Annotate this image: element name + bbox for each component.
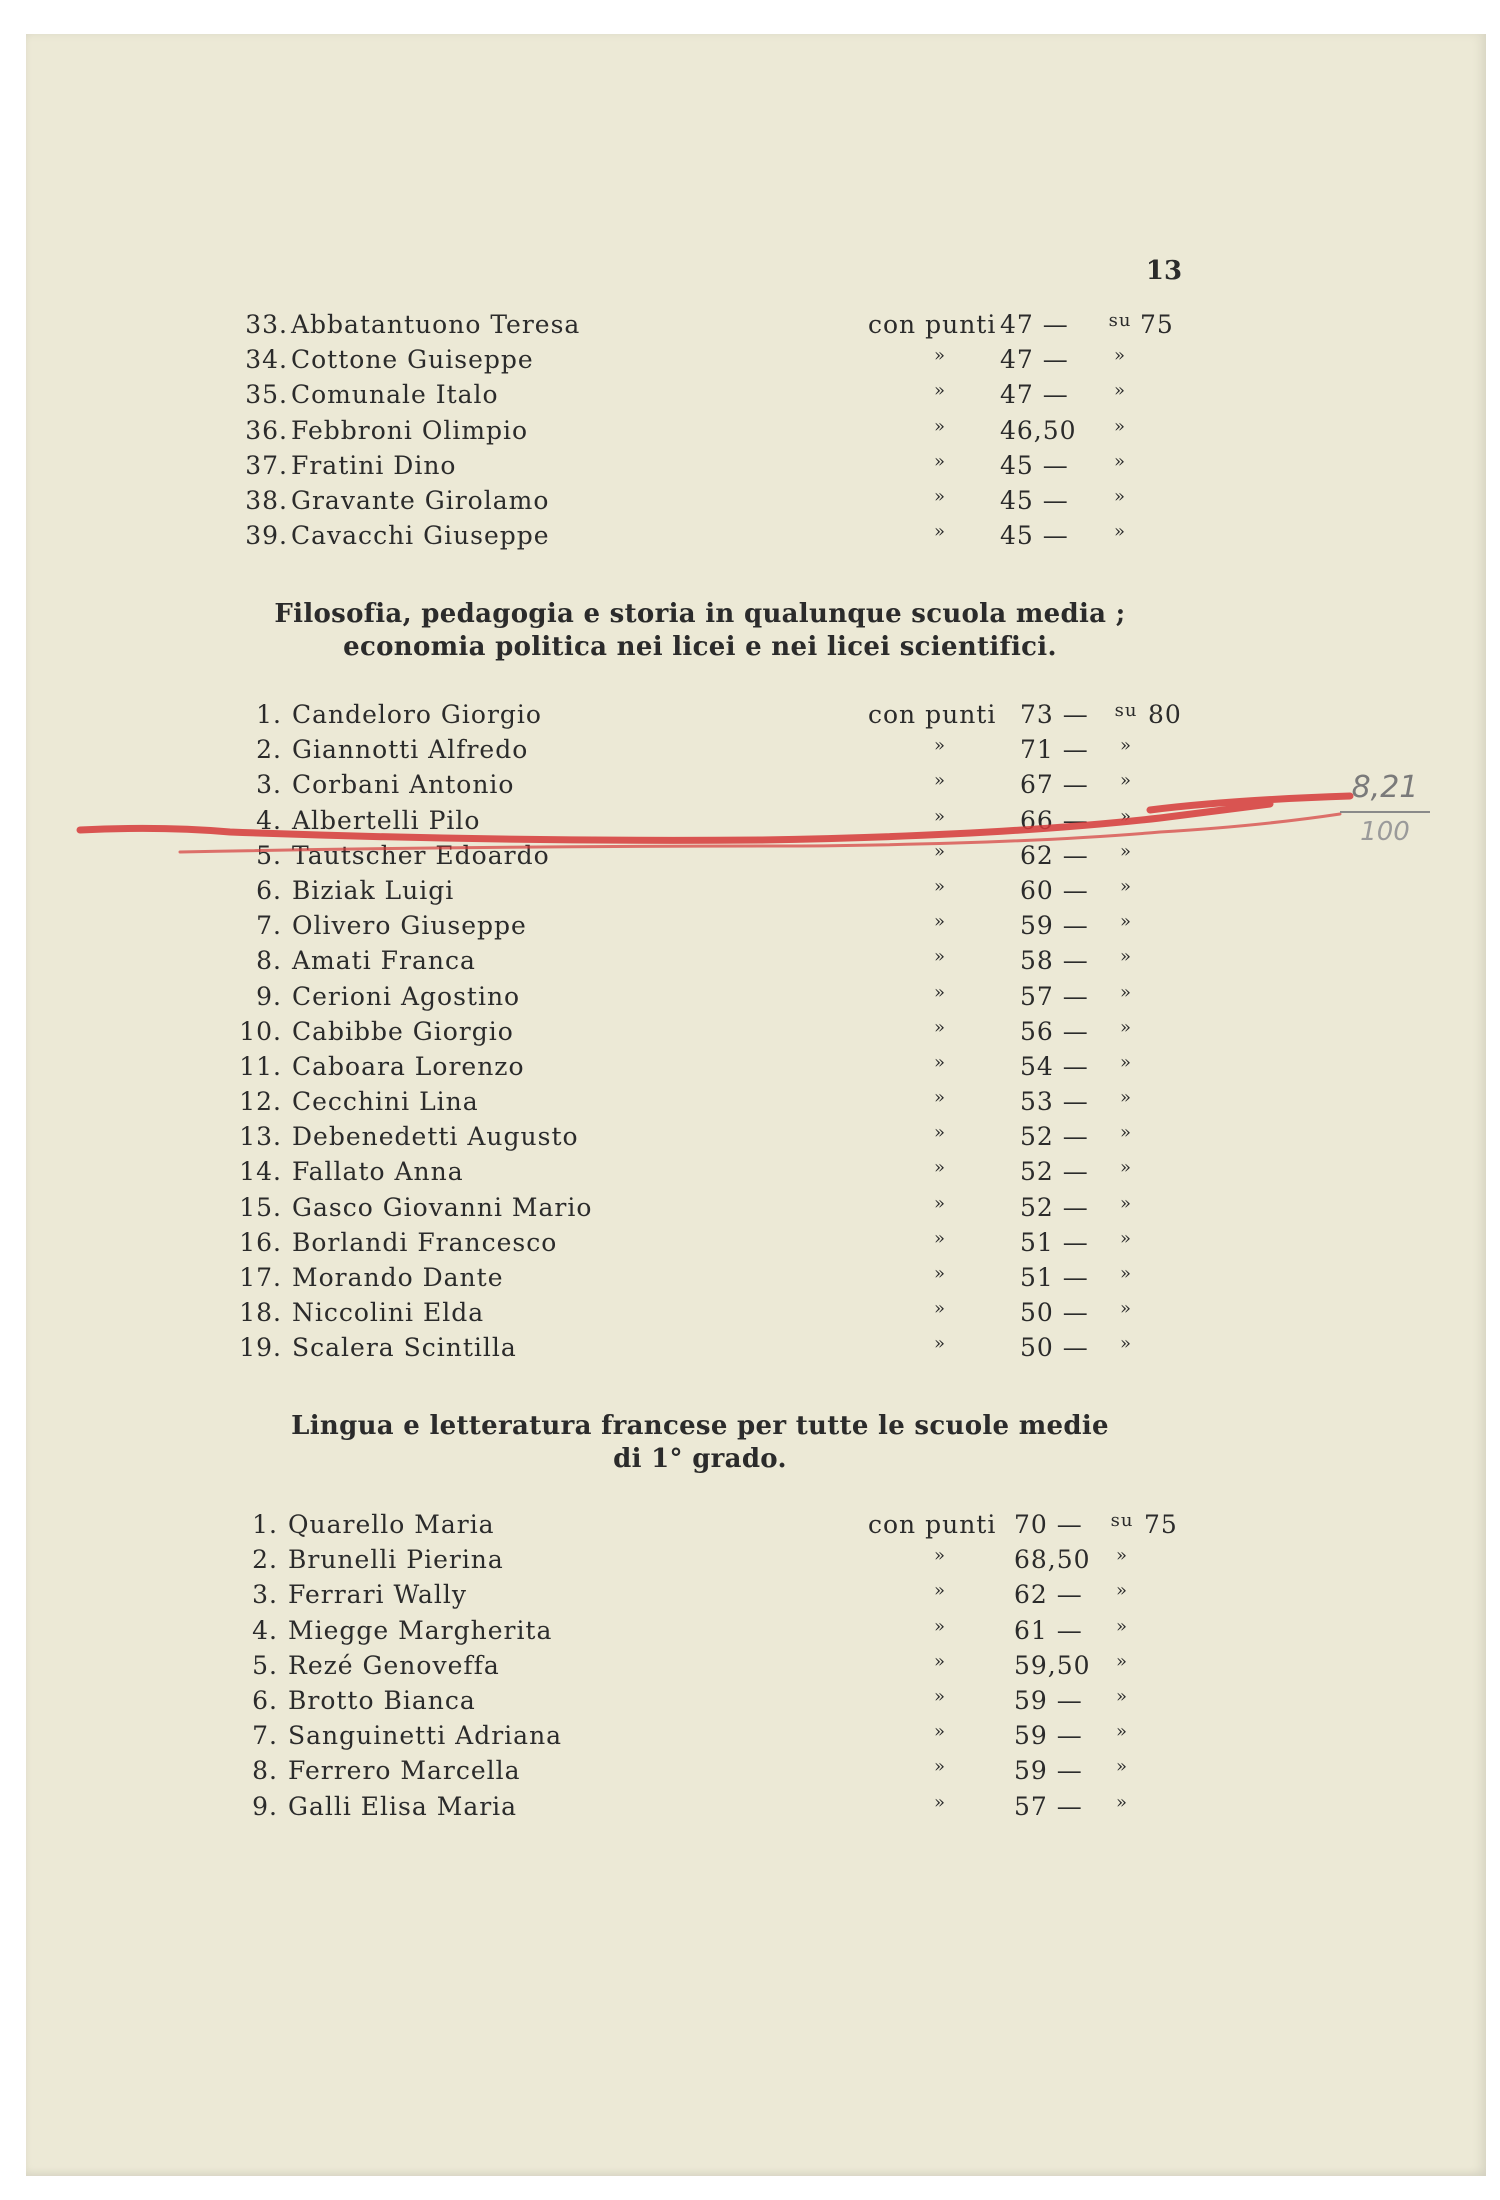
ditto-mark: » bbox=[1113, 485, 1126, 507]
list-item bbox=[0, 1580, 1500, 1615]
ditto-mark: » bbox=[1119, 1227, 1132, 1249]
rank-number: 33. bbox=[245, 310, 288, 339]
ditto-mark: » bbox=[933, 380, 946, 402]
ditto-mark: » bbox=[933, 1087, 946, 1109]
ditto-mark: » bbox=[933, 946, 946, 968]
candidate-name: Corbani Antonio bbox=[292, 770, 515, 800]
ditto-mark: » bbox=[933, 875, 946, 897]
candidate-name: Cavacchi Giuseppe bbox=[291, 521, 550, 551]
ditto-mark: » bbox=[933, 770, 946, 792]
score-value: 70 — bbox=[1014, 1510, 1083, 1539]
candidate-name: Fallato Anna bbox=[292, 1157, 464, 1187]
ditto-mark: » bbox=[1119, 946, 1132, 968]
ditto-mark: » bbox=[1115, 1685, 1128, 1707]
candidate-name: Amati Franca bbox=[292, 946, 476, 976]
rank-number: 3. bbox=[256, 770, 282, 800]
list-item bbox=[0, 310, 1500, 345]
score-value: 61 — bbox=[1014, 1615, 1083, 1645]
score-value: 62 — bbox=[1020, 840, 1089, 870]
list-item bbox=[0, 1087, 1500, 1122]
ditto-mark: » bbox=[933, 1615, 946, 1637]
ditto-mark: » bbox=[1119, 911, 1132, 933]
rank-number: 4. bbox=[256, 805, 282, 835]
candidate-name: Morando Dante bbox=[292, 1263, 504, 1292]
ditto-mark: » bbox=[933, 840, 946, 862]
list-item bbox=[0, 521, 1500, 556]
list-item bbox=[0, 1686, 1500, 1721]
max-score: 75 bbox=[1140, 310, 1174, 339]
score-value: 59,50 bbox=[1014, 1650, 1091, 1680]
rank-number: 36. bbox=[245, 415, 288, 445]
ranking-list bbox=[0, 310, 1500, 556]
candidate-name: Ferrero Marcella bbox=[288, 1756, 521, 1786]
ditto-mark: » bbox=[1113, 415, 1126, 437]
candidate-name: Galli Elisa Maria bbox=[288, 1791, 518, 1821]
ditto-mark: » bbox=[933, 911, 946, 933]
rank-number: 13. bbox=[239, 1122, 282, 1152]
rank-number: 6. bbox=[252, 1685, 278, 1715]
rank-number: 5. bbox=[252, 1650, 278, 1680]
list-item bbox=[0, 1651, 1500, 1686]
heading-line: di 1° grado. bbox=[613, 1444, 787, 1474]
candidate-name: Gasco Giovanni Mario bbox=[292, 1192, 593, 1222]
list-item bbox=[0, 911, 1500, 946]
score-value: 59 — bbox=[1014, 1721, 1083, 1751]
ditto-mark: » bbox=[933, 1580, 946, 1602]
list-item bbox=[0, 1510, 1500, 1545]
list-item bbox=[0, 841, 1500, 876]
list-item bbox=[0, 1263, 1500, 1298]
ditto-mark: » bbox=[1119, 1087, 1132, 1109]
score-value: 60 — bbox=[1020, 875, 1089, 905]
candidate-name: Giannotti Alfredo bbox=[292, 735, 529, 765]
rank-number: 19. bbox=[239, 1333, 282, 1363]
ditto-mark: » bbox=[933, 1298, 946, 1320]
score-value: 67 — bbox=[1020, 770, 1089, 800]
ditto-mark: » bbox=[933, 415, 946, 437]
list-item bbox=[0, 416, 1500, 451]
heading-line: Lingua e letteratura francese per tutte le scuole medie bbox=[291, 1411, 1109, 1441]
points-label: con punti bbox=[868, 1510, 997, 1539]
rank-number: 2. bbox=[252, 1545, 278, 1575]
score-value: 47 — bbox=[1000, 345, 1069, 375]
ditto-mark: » bbox=[933, 1333, 946, 1355]
list-item bbox=[0, 1122, 1500, 1157]
rank-number: 11. bbox=[239, 1051, 282, 1081]
score-value: 58 — bbox=[1020, 946, 1089, 976]
score-value: 46,50 bbox=[1000, 415, 1077, 445]
candidate-name: Ferrari Wally bbox=[288, 1580, 468, 1610]
ranking-list bbox=[0, 1510, 1500, 1827]
candidate-name: Biziak Luigi bbox=[292, 875, 455, 905]
score-value: 45 — bbox=[1000, 485, 1069, 515]
handwritten-note bbox=[1340, 770, 1430, 847]
score-value: 51 — bbox=[1020, 1263, 1089, 1292]
score-value: 50 — bbox=[1020, 1298, 1089, 1328]
ditto-mark: » bbox=[933, 1721, 946, 1743]
ditto-mark: » bbox=[1113, 345, 1126, 367]
rank-number: 4. bbox=[252, 1615, 278, 1645]
rank-number: 1. bbox=[252, 1510, 278, 1539]
section-heading bbox=[240, 1410, 1160, 1476]
score-value: 59 — bbox=[1014, 1756, 1083, 1786]
max-label: su bbox=[1114, 700, 1138, 721]
rank-number: 5. bbox=[256, 840, 282, 870]
candidate-name: Brunelli Pierina bbox=[288, 1545, 504, 1575]
max-label: su bbox=[1110, 1510, 1134, 1531]
score-value: 71 — bbox=[1020, 735, 1089, 765]
ditto-mark: » bbox=[933, 1650, 946, 1672]
candidate-name: Gravante Girolamo bbox=[291, 485, 550, 515]
ditto-mark: » bbox=[933, 1051, 946, 1073]
list-item bbox=[0, 1052, 1500, 1087]
candidate-name: Debenedetti Augusto bbox=[292, 1122, 579, 1152]
score-value: 59 — bbox=[1014, 1685, 1083, 1715]
points-label: con punti bbox=[868, 700, 997, 729]
candidate-name: Rezé Genoveffa bbox=[288, 1650, 500, 1680]
rank-number: 1. bbox=[256, 700, 282, 729]
ditto-mark: » bbox=[1119, 735, 1132, 757]
candidate-name: Scalera Scintilla bbox=[292, 1333, 517, 1363]
note-denominator: 100 bbox=[1340, 811, 1430, 847]
list-item bbox=[0, 1333, 1500, 1368]
rank-number: 7. bbox=[256, 911, 282, 941]
rank-number: 8. bbox=[256, 946, 282, 976]
rank-number: 9. bbox=[256, 981, 282, 1011]
candidate-name: Sanguinetti Adriana bbox=[288, 1721, 563, 1751]
ditto-mark: » bbox=[1119, 1192, 1132, 1214]
score-value: 45 — bbox=[1000, 450, 1069, 480]
candidate-name: Comunale Italo bbox=[291, 380, 499, 410]
ditto-mark: » bbox=[933, 1227, 946, 1249]
rank-number: 2. bbox=[256, 735, 282, 765]
list-item bbox=[0, 982, 1500, 1017]
ditto-mark: » bbox=[933, 1545, 946, 1567]
ditto-mark: » bbox=[1119, 1333, 1132, 1355]
max-score: 80 bbox=[1148, 700, 1182, 729]
list-item bbox=[0, 1616, 1500, 1651]
rank-number: 12. bbox=[239, 1087, 282, 1117]
ditto-mark: » bbox=[1119, 1157, 1132, 1179]
rank-number: 17. bbox=[239, 1263, 282, 1292]
ditto-mark: » bbox=[1115, 1791, 1128, 1813]
score-value: 51 — bbox=[1020, 1227, 1089, 1257]
max-label: su bbox=[1108, 310, 1132, 331]
candidate-name: Fratini Dino bbox=[291, 450, 457, 480]
ditto-mark: » bbox=[933, 1756, 946, 1778]
list-item bbox=[0, 735, 1500, 770]
ditto-mark: » bbox=[933, 450, 946, 472]
ditto-mark: » bbox=[933, 1157, 946, 1179]
list-item bbox=[0, 1756, 1500, 1791]
score-value: 47 — bbox=[1000, 310, 1069, 339]
ranking-list bbox=[0, 700, 1500, 1369]
candidate-name: Albertelli Pilo bbox=[292, 805, 481, 835]
candidate-name: Cerioni Agostino bbox=[292, 981, 521, 1011]
rank-number: 14. bbox=[239, 1157, 282, 1187]
score-value: 56 — bbox=[1020, 1016, 1089, 1046]
ditto-mark: » bbox=[1113, 380, 1126, 402]
candidate-name: Brotto Bianca bbox=[288, 1685, 476, 1715]
candidate-name: Tautscher Edoardo bbox=[292, 840, 550, 870]
ditto-mark: » bbox=[1119, 1298, 1132, 1320]
note-numerator: 8,21 bbox=[1351, 770, 1419, 805]
ditto-mark: » bbox=[1113, 521, 1126, 543]
ditto-mark: » bbox=[1119, 875, 1132, 897]
ditto-mark: » bbox=[933, 345, 946, 367]
score-value: 57 — bbox=[1014, 1791, 1083, 1821]
rank-number: 9. bbox=[252, 1791, 278, 1821]
candidate-name: Febbroni Olimpio bbox=[291, 415, 529, 445]
rank-number: 38. bbox=[245, 485, 288, 515]
list-item bbox=[0, 380, 1500, 415]
ditto-mark: » bbox=[1115, 1615, 1128, 1637]
ditto-mark: » bbox=[933, 735, 946, 757]
score-value: 62 — bbox=[1014, 1580, 1083, 1610]
ditto-mark: » bbox=[933, 1263, 946, 1284]
ditto-mark: » bbox=[1119, 1016, 1132, 1038]
list-item bbox=[0, 700, 1500, 735]
heading-line: Filosofia, pedagogia e storia in qualunque scuola media ; bbox=[274, 599, 1126, 629]
points-label: con punti bbox=[868, 310, 997, 339]
rank-number: 3. bbox=[252, 1580, 278, 1610]
candidate-name: Olivero Giuseppe bbox=[292, 911, 527, 941]
score-value: 52 — bbox=[1020, 1192, 1089, 1222]
ditto-mark: » bbox=[933, 1016, 946, 1038]
ditto-mark: » bbox=[1115, 1650, 1128, 1672]
list-item bbox=[0, 770, 1500, 805]
ditto-mark: » bbox=[933, 485, 946, 507]
ditto-mark: » bbox=[933, 521, 946, 543]
list-item bbox=[0, 876, 1500, 911]
candidate-name: Cecchini Lina bbox=[292, 1087, 479, 1117]
score-value: 54 — bbox=[1020, 1051, 1089, 1081]
rank-number: 16. bbox=[239, 1227, 282, 1257]
rank-number: 37. bbox=[245, 450, 288, 480]
rank-number: 6. bbox=[256, 875, 282, 905]
page-number: 13 bbox=[1145, 256, 1183, 286]
ditto-mark: » bbox=[1115, 1756, 1128, 1778]
ditto-mark: » bbox=[1119, 1051, 1132, 1073]
list-item bbox=[0, 1017, 1500, 1052]
ditto-mark: » bbox=[1119, 1263, 1132, 1284]
candidate-name: Cottone Guiseppe bbox=[291, 345, 534, 375]
list-item bbox=[0, 451, 1500, 486]
list-item bbox=[0, 1792, 1500, 1827]
ditto-mark: » bbox=[933, 805, 946, 827]
list-item bbox=[0, 486, 1500, 521]
score-value: 45 — bbox=[1000, 521, 1069, 551]
ditto-mark: » bbox=[1119, 770, 1132, 792]
list-item bbox=[0, 1721, 1500, 1756]
list-item bbox=[0, 1193, 1500, 1228]
score-value: 68,50 bbox=[1014, 1545, 1091, 1575]
score-value: 73 — bbox=[1020, 700, 1089, 729]
ditto-mark: » bbox=[1113, 450, 1126, 472]
candidate-name: Candeloro Giorgio bbox=[292, 700, 542, 729]
candidate-name: Borlandi Francesco bbox=[292, 1227, 558, 1257]
list-item bbox=[0, 806, 1500, 841]
rank-number: 8. bbox=[252, 1756, 278, 1786]
ditto-mark: » bbox=[933, 1122, 946, 1144]
ditto-mark: » bbox=[1119, 981, 1132, 1003]
ditto-mark: » bbox=[1119, 840, 1132, 862]
ditto-mark: » bbox=[933, 1791, 946, 1813]
max-score: 75 bbox=[1144, 1510, 1178, 1539]
rank-number: 15. bbox=[239, 1192, 282, 1222]
heading-line: economia politica nei licei e nei licei scientifici. bbox=[343, 632, 1057, 662]
candidate-name: Niccolini Elda bbox=[292, 1298, 485, 1328]
section-heading bbox=[240, 598, 1160, 664]
ditto-mark: » bbox=[933, 1685, 946, 1707]
candidate-name: Abbatantuono Teresa bbox=[291, 310, 581, 339]
score-value: 57 — bbox=[1020, 981, 1089, 1011]
list-item bbox=[0, 345, 1500, 380]
ditto-mark: » bbox=[933, 1192, 946, 1214]
score-value: 52 — bbox=[1020, 1157, 1089, 1187]
ditto-mark: » bbox=[1119, 1122, 1132, 1144]
ditto-mark: » bbox=[1115, 1545, 1128, 1567]
candidate-name: Miegge Margherita bbox=[288, 1615, 553, 1645]
score-value: 59 — bbox=[1020, 911, 1089, 941]
list-item bbox=[0, 1157, 1500, 1192]
rank-number: 18. bbox=[239, 1298, 282, 1328]
list-item bbox=[0, 1228, 1500, 1263]
list-item bbox=[0, 1545, 1500, 1580]
candidate-name: Quarello Maria bbox=[288, 1510, 495, 1539]
ditto-mark: » bbox=[1115, 1580, 1128, 1602]
score-value: 66 — bbox=[1020, 805, 1089, 835]
rank-number: 34. bbox=[245, 345, 288, 375]
candidate-name: Cabibbe Giorgio bbox=[292, 1016, 514, 1046]
rank-number: 39. bbox=[245, 521, 288, 551]
rank-number: 10. bbox=[239, 1016, 282, 1046]
rank-number: 35. bbox=[245, 380, 288, 410]
score-value: 50 — bbox=[1020, 1333, 1089, 1363]
rank-number: 7. bbox=[252, 1721, 278, 1751]
score-value: 47 — bbox=[1000, 380, 1069, 410]
ditto-mark: » bbox=[1119, 805, 1132, 827]
list-item bbox=[0, 946, 1500, 981]
list-item bbox=[0, 1298, 1500, 1333]
ditto-mark: » bbox=[933, 981, 946, 1003]
score-value: 52 — bbox=[1020, 1122, 1089, 1152]
ditto-mark: » bbox=[1115, 1721, 1128, 1743]
score-value: 53 — bbox=[1020, 1087, 1089, 1117]
candidate-name: Caboara Lorenzo bbox=[292, 1051, 525, 1081]
